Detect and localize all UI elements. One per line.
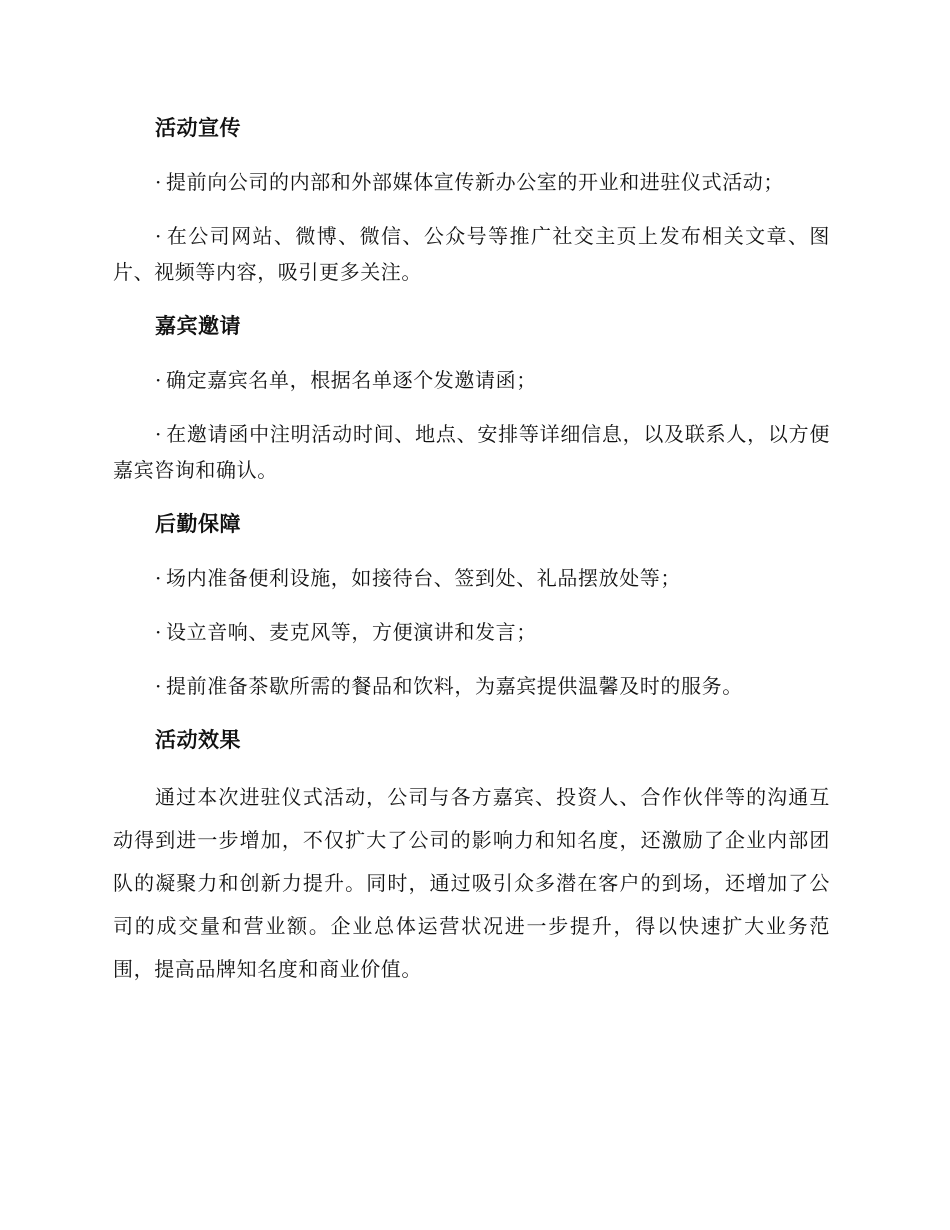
bullet-item <box>113 614 830 650</box>
bullet-icon: · <box>155 566 162 590</box>
bullet-icon: · <box>155 224 162 248</box>
bullet-item <box>113 362 830 398</box>
section-guest-invitation <box>113 308 830 488</box>
bullet-text: 在公司网站、微博、微信、公众号等推广社交主页上发布相关文章、图片、视频等内容，吸引更多关注。 <box>113 224 830 284</box>
section-heading: 活动效果 <box>155 728 241 752</box>
bullet-text: 提前向公司的内部和外部媒体宣传新办公室的开业和进驻仪式活动； <box>166 170 784 194</box>
bullet-item <box>113 218 830 290</box>
bullet-icon: · <box>155 620 162 644</box>
bullet-text: 提前准备茶歇所需的餐品和饮料，为嘉宾提供温馨及时的服务。 <box>166 674 743 698</box>
effect-paragraph: 通过本次进驻仪式活动，公司与各方嘉宾、投资人、合作伙伴等的沟通互动得到进一步增加，不仅扩大了公司的影响力和知名度，还激励了企业内部团队的凝聚力和创新力提升。同时，通过吸引众多潜在客户的到场，还增加了公司的成交量和营业额。企业总体运营状况进一步提升，得以快速扩大业务范围，提高品牌知名度和商业价值。 <box>113 785 830 981</box>
section-logistics <box>113 506 830 704</box>
section-promotion <box>113 110 830 290</box>
bullet-text: 在邀请函中注明活动时间、地点、安排等详细信息，以及联系人，以方便嘉宾咨询和确认。 <box>113 422 830 482</box>
bullet-icon: · <box>155 422 162 446</box>
section-effect <box>113 722 830 991</box>
section-heading: 后勤保障 <box>155 512 241 536</box>
bullet-text: 场内准备便利设施，如接待台、签到处、礼品摆放处等； <box>166 566 681 590</box>
bullet-item <box>113 416 830 488</box>
bullet-icon: · <box>155 170 162 194</box>
bullet-text: 确定嘉宾名单，根据名单逐个发邀请函； <box>166 368 537 392</box>
section-heading: 活动宣传 <box>155 116 241 140</box>
bullet-icon: · <box>155 674 162 698</box>
bullet-text: 设立音响、麦克风等，方便演讲和发言； <box>166 620 537 644</box>
bullet-item <box>113 164 830 200</box>
bullet-item <box>113 560 830 596</box>
bullet-icon: · <box>155 368 162 392</box>
bullet-item <box>113 668 830 704</box>
section-heading: 嘉宾邀请 <box>155 314 241 338</box>
